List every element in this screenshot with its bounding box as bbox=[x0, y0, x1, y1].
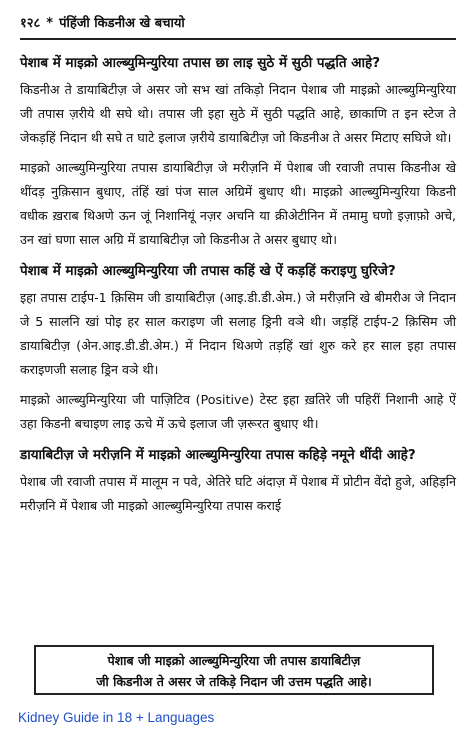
callout-line: जी किडनीअ ते असर जे तकिड़े निदान जी उत्तम पद्धति आहे। bbox=[96, 674, 372, 689]
footer-caption: Kidney Guide in 18 + Languages bbox=[18, 710, 215, 725]
book-title: पंहिंजी किडनीअ खे बचायो bbox=[59, 16, 185, 31]
body-paragraph: माइक्रो आल्ब्युमिन्युरिया तपास डायाबिटीज़ जे मरीज़नि में पेशाब जी रवाजी तपास किडनीअ खे थींदड़ नुक़िसान बुधाए, तंहिं खां पंज साल अग्रिमें बुधाए थी। माइक्रो आल्ब्युमिन्युरिया किडनी वधीक ख़राब थिअणे ऊन जूं निशानियूं नज़र अचनि या क्रीअेटीनिन में तमामु घणो इज़ाफ़ो अचे, उन खां घणा साल अग्रि में डायाबिटीज़ जो किडनीअ ते असर बुधाए थो। bbox=[20, 160, 456, 247]
page-number: १२८ bbox=[20, 16, 41, 31]
body-paragraph: इहा तपास टाईप-1 क़िसिम जी डायाबिटीज़ (आइ.डी.डी.अेम.) जे मरीज़नि खे बीमरीअ जे निदान जे 5 सालनि खां पोइ हर साल कराइण जी सलाह ड्रिनी वञे थी। जड़हिं टाईप-2 क़िसिम जी डायाबिटीज़ (अेन.आइ.डी.डी.अेम.) में निदान थिअणे तड़हिं खां शुरु करे हर साल इहा तपास कराइणजी सलाह ड्रिन वञे थी। bbox=[20, 290, 456, 377]
body-paragraph: पेशाब जी रवाजी तपास में मालूम न पवे, अेतिरे घटि अंदाज़ में पेशाब में प्रोटीन वेंदो हुजे, अहिड़नि मरीज़नि में पेशाब जी माइक्रो आल्ब्युमिन्युरिया तपास कराई bbox=[20, 474, 456, 513]
body-paragraph: माइक्रो आल्ब्युमिन्युरिया जी पाज़िटिव (Positive) टेस्ट इहा ख़तिरे जी पहिरीं निशानी आहे ऐं उहा किडनी बचाइण लाइ ऊचे में ऊचे इलाज जी ज़रूरत बुधाए थी। bbox=[20, 392, 456, 431]
callout-line: पेशाब जी माइक्रो आल्ब्युमिन्युरिया जी तपास डायाबिटीज़ bbox=[107, 653, 361, 668]
page-content bbox=[20, 44, 456, 524]
section-heading: पेशाब में माइक्रो आल्ब्युमिन्युरिया जी तपास कहिं खे ऐं कड़हिं कराइणु घुरिजे? bbox=[20, 263, 396, 279]
section-heading: पेशाब में माइक्रो आल्ब्युमिन्युरिया तपास छा लाइ सुठे में सुठी पद्धति आहे? bbox=[20, 55, 381, 71]
section-heading: डायाबिटीज़ जे मरीज़नि में माइक्रो आल्ब्युमिन्युरिया तपास कहिड़े नमूने थींदी आहे? bbox=[20, 447, 416, 463]
header-separator: * bbox=[46, 16, 54, 31]
page-header bbox=[20, 10, 456, 40]
body-paragraph: किडनीअ ते डायाबिटीज़ जे असर जो सभ खां तकिड़ो निदान पेशाब जी माइक्रो आल्ब्युमिन्युरिया जी तपास ज़रीये थी सघे थो। तपास जी इहा सुठे में सुठी पद्धति आहे, छाकाणि त इन स्टेज ते जेकड़हिं निदान थी सघे त घाटे इलाज ज़रीये डायाबिटीज़ जो किडनीअ ते असर मिटाए सघिजे थो। bbox=[20, 82, 456, 145]
callout-box bbox=[34, 645, 434, 695]
